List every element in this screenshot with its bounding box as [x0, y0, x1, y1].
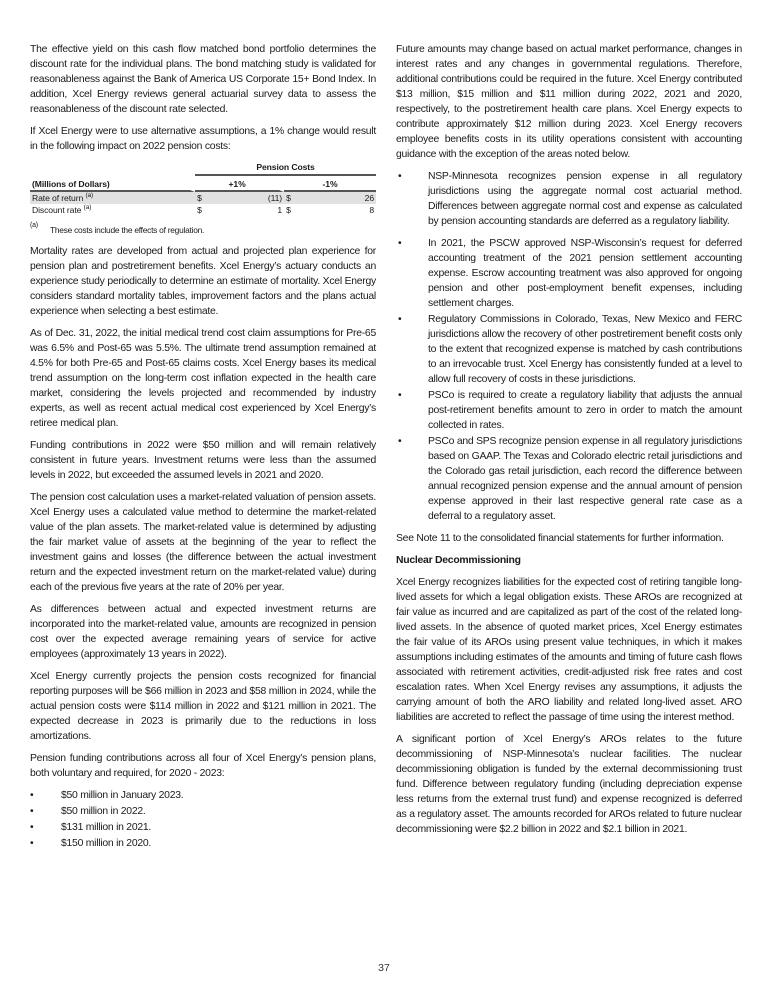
table-header-row	[30, 176, 376, 192]
table-row-label-header: (Millions of Dollars)	[30, 176, 195, 192]
list-item: • NSP-Minnesota recognizes pension expense in all regulatory jurisdictions using the aggregate normal cost actuarial method. Differences between aggregate normal cost and expense as calculated by pension accounting standards are deferred as a regulatory liability.	[398, 171, 742, 227]
left-column	[30, 42, 376, 852]
paragraph-market-related-valuation: The pension cost calculation uses a market-related valuation of pension assets. Xcel Energy uses a calculated value method to determine the market-related value of the plan assets. The market-related value is determined by adjusting the fair market value of assets at the beginning of the year to reflect the investment gains and losses (the difference between the actual investment return and the expected investment return on the market-related value) during each of the previous five years at the rate of 20% per year.	[30, 492, 376, 593]
bullet-icon: •	[398, 238, 402, 249]
paragraph-pension-funding-intro: Pension funding contributions across all four of Xcel Energy’s pension plans, both voluntary and required, for 2020 - 2023:	[30, 753, 376, 779]
right-column	[396, 42, 742, 844]
value-plus-1pct: (11)	[209, 192, 284, 204]
bullet-icon: •	[30, 806, 34, 817]
pension-costs-sensitivity-table	[30, 161, 376, 216]
paragraph-mortality: Mortality rates are developed from actual and projected plan experience for pension plan and postretirement benefits. Xcel Energy’s actuary conducts an experience study periodically to determine an estimate of mortality. Xcel Energy considers standard mortality tables, improvement factors and the plans actual experience when selecting a best estimate.	[30, 246, 376, 317]
row-label: Discount rate	[32, 205, 82, 215]
paragraph-discount-rate-yield: The effective yield on this cash flow matched bond portfolio determines the discount rate for the individual plans. The bond matching study is validated for reasonableness against the Bank of America US Corporate 15+ Bond Index. In addition, Xcel Energy reviews general actuarial survey data to assess the reasonableness of the discount rate selected.	[30, 44, 376, 115]
page-number: 37	[378, 962, 390, 974]
bullet-icon: •	[30, 838, 34, 849]
paragraph-see-note: See Note 11 to the consolidated financial statements for further information.	[396, 533, 724, 544]
table-col-header-minus: -1%	[284, 176, 376, 192]
bullet-icon: •	[398, 436, 402, 447]
table-group-header-row	[30, 161, 376, 176]
contributions-list	[30, 788, 376, 851]
currency-symbol: $	[195, 192, 209, 204]
paragraph-nuclear-aro: A significant portion of Xcel Energy’s AROs relates to the future decommissioning of NSP-Minnesota’s nuclear facilities. The nuclear decommissioning obligation is funded by the external decommissioning trust fund. Difference between regulatory funding (including depreciation expense less returns from the external trust fund) and expense recognized is deferred as a regulatory asset. The amounts recorded for AROs related to future nuclear decommissioning were $2.2 billion in 2022 and $2.1 billion in 2021.	[396, 734, 742, 835]
footnote-ref: (a)	[83, 204, 92, 211]
list-item: • $150 million in 2020.	[30, 838, 152, 849]
currency-symbol: $	[284, 192, 298, 204]
table-group-header: Pension Costs	[195, 161, 376, 176]
bullet-icon: •	[398, 171, 402, 182]
value-minus-1pct: 8	[369, 205, 374, 215]
footnote-mark: (a)	[30, 222, 38, 229]
list-item: • PSCo is required to create a regulatory liability that adjusts the annual post-retirement benefits amount to zero in order to match the amount collected in rates.	[398, 390, 742, 431]
table-footnote	[30, 224, 376, 236]
paragraph-medical-trend: As of Dec. 31, 2022, the initial medical trend cost claim assumptions for Pre-65 was 6.5% and Post-65 was 5.5%. The ultimate trend assumption remained at 4.5% for both Pre-65 and Post-65 claims costs. Xcel Energy bases its medical trend assumption on the long-term cost inflation expected in the health care market, considering the levels projected and recommended by industry experts, as well as recent actual medical cost experienced by Xcel Energy’s retiree medical plan.	[30, 328, 376, 429]
table-row	[30, 192, 376, 204]
section-heading-nuclear-decommissioning: Nuclear Decommissioning	[396, 555, 521, 566]
paragraph-alternative-assumptions: If Xcel Energy were to use alternative assumptions, a 1% change would result in the following impact on 2022 pension costs:	[30, 126, 376, 152]
footnote-text: These costs include the effects of regulation.	[50, 225, 205, 235]
value-plus-1pct: 1	[277, 205, 283, 215]
bullet-icon: •	[30, 822, 34, 833]
bullet-icon: •	[398, 314, 402, 325]
paragraph-future-amounts: Future amounts may change based on actual market performance, changes in interest rates and any changes in governmental regulations. Therefore, additional contributions could be required in the future. Xcel Energy contributed $13 million, $15 million and $11 million during 2022, 2021 and 2020, respectively, to the postretirement health care plans. Xcel Energy expects to contribute approximately $12 million during 2023. Xcel Energy recovers employee benefits costs in its utility operations consistent with accounting guidance with the exception of the areas noted below.	[396, 44, 742, 160]
list-item: • PSCo and SPS recognize pension expense in all regulatory jurisdictions based on GAAP. The Texas and Colorado electric retail jurisdictions and the Colorado gas retail jurisdiction, each record the difference between annual recognized pension expense and the annual amount of pension expense approved in their last respective general rate case as a deferral to a regulatory asset.	[398, 436, 742, 522]
bullet-icon: •	[398, 390, 402, 401]
paragraph-aro-liabilities: Xcel Energy recognizes liabilities for the expected cost of retiring tangible long-lived assets for which a legal obligation exists. These AROs are recognized at fair value as incurred and are capitalized as part of the cost of the related long-lived assets. In the absence of quoted market prices, Xcel Energy estimates the fair value of its AROs using present value techniques, in which it makes assumptions including estimates of the amounts and timing of future cash flows associated with retirement activities, credit-adjusted risk free rates and cost escalation rates. When Xcel Energy revises any assumptions, it adjusts the carrying amount of both the ARO liability and related long-lived asset. ARO liabilities are accreted to reflect the passage of time using the interest method.	[396, 577, 742, 723]
paragraph-funding-contributions: Funding contributions in 2022 were $50 million and will remain relatively consistent in future years. Investment returns were less than the assumed levels in 2022, but exceeded the assumed levels in 2021 and 2020.	[30, 440, 376, 481]
benefit-cost-exceptions-list	[396, 169, 742, 524]
currency-symbol: $	[197, 205, 202, 215]
table-row	[30, 204, 376, 216]
row-label: Rate of return	[32, 193, 84, 203]
footnote-ref: (a)	[85, 192, 94, 199]
table-col-header-plus: +1%	[195, 176, 284, 192]
currency-symbol: $	[286, 205, 291, 215]
paragraph-investment-differences: As differences between actual and expected investment returns are incorporated into the market-related value, amounts are recognized in pension cost over the expected average remaining years of service for active employees (approximately 13 years in 2022).	[30, 604, 376, 660]
list-item: • In 2021, the PSCW approved NSP-Wisconsin’s request for deferred accounting treatment of the 2021 pension settlement accounting expense. Escrow accounting treatment was also approved for ongoing pension and other post-employment benefit expenses, including settlement charges.	[398, 238, 742, 309]
paragraph-projected-pension-costs: Xcel Energy currently projects the pension costs recognized for financial reporting purposes will be $66 million in 2023 and $58 million in 2024, while the actual pension costs were $114 million in 2022 and $121 million in 2021. The expected decrease in 2023 is primarily due to the reductions in loss amortizations.	[30, 671, 376, 742]
bullet-icon: •	[30, 790, 34, 801]
list-item: • Regulatory Commissions in Colorado, Texas, New Mexico and FERC jurisdictions allow the recovery of other postretirement benefit costs only to the extent that recognized expense is matched by cash contributions to an irrevocable trust. Xcel Energy has consistently funded at a level to allow full recovery of costs in these jurisdictions.	[398, 314, 742, 385]
list-item: • $131 million in 2021.	[30, 822, 152, 833]
list-item: • $50 million in January 2023.	[30, 790, 184, 801]
value-minus-1pct: 26	[298, 192, 376, 204]
list-item: • $50 million in 2022.	[30, 806, 146, 817]
